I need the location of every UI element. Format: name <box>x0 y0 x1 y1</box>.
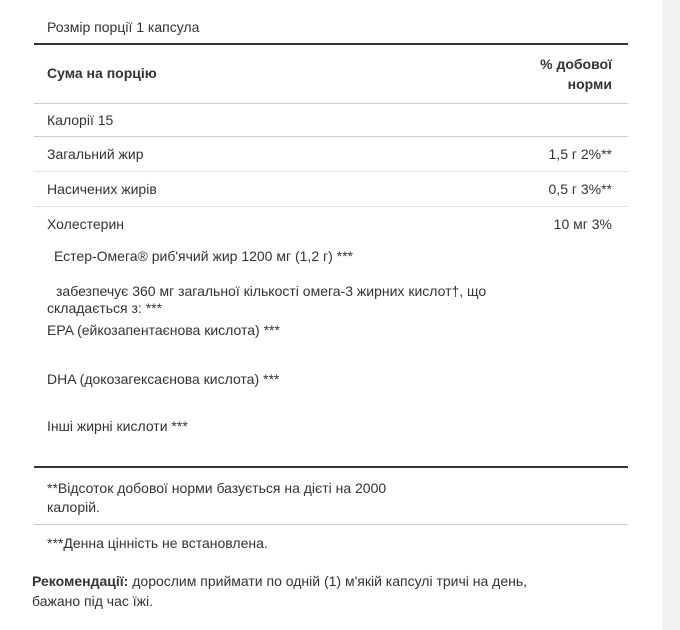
total-fat-divider <box>34 171 628 172</box>
omega3-provides-line2: складається з: *** <box>47 300 163 316</box>
dha-ingredient: DHA (докозагексаєнова кислота) *** <box>47 371 280 387</box>
amount-per-serving-heading: Сума на порцію <box>47 65 157 81</box>
epa-ingredient: EPA (ейкозапентаєнова кислота) *** <box>47 322 280 338</box>
not-established-footnote: ***Денна цінність не встановлена. <box>47 535 268 551</box>
recommendations <box>32 571 527 611</box>
cholesterol-label: Холестерин <box>47 216 124 232</box>
ingredients-divider <box>34 466 628 468</box>
other-fatty-acids-ingredient: Інші жирні кислоти *** <box>47 418 188 434</box>
daily-value-footnote-line1: **Відсоток добової норми базується на дієті на 2000 <box>47 480 387 496</box>
calories-divider <box>34 136 628 137</box>
saturated-fat-label: Насичених жирів <box>47 181 157 197</box>
ester-omega-ingredient: Естер-Омега® риб'ячий жир 1200 мг (1,2 г) *** <box>54 248 353 264</box>
omega3-provides <box>47 283 486 317</box>
total-fat-label: Загальний жир <box>47 146 144 162</box>
daily-value-footnote <box>47 479 386 517</box>
recommendations-label: Рекомендації: <box>32 573 129 589</box>
right-gutter <box>662 0 680 630</box>
saturated-fat-value: 0,5 г 3%** <box>548 181 612 197</box>
recommendations-text-line1: дорослим приймати по одній (1) м'якій капсулі тричі на день, <box>128 573 528 589</box>
header-divider <box>34 103 628 104</box>
omega3-provides-line1: забезпечує 360 мг загальної кількості омега-3 жирних кислот†, що <box>56 283 487 299</box>
serving-size: Розмір порції 1 капсула <box>47 19 200 35</box>
recommendations-line1 <box>32 571 527 591</box>
serving-divider <box>34 43 628 45</box>
daily-value-heading <box>540 54 612 94</box>
daily-value-heading-line1: % добової <box>540 56 612 72</box>
saturated-fat-divider <box>34 206 628 207</box>
cholesterol-value: 10 мг 3% <box>553 216 612 232</box>
footnote-divider <box>34 524 628 525</box>
daily-value-footnote-line2: калорій. <box>47 499 100 515</box>
recommendations-text-line2: бажано під час їжі. <box>32 593 154 609</box>
total-fat-value: 1,5 г 2%** <box>548 146 612 162</box>
daily-value-heading-line2: норми <box>567 76 612 92</box>
calories: Калорії 15 <box>47 112 114 128</box>
